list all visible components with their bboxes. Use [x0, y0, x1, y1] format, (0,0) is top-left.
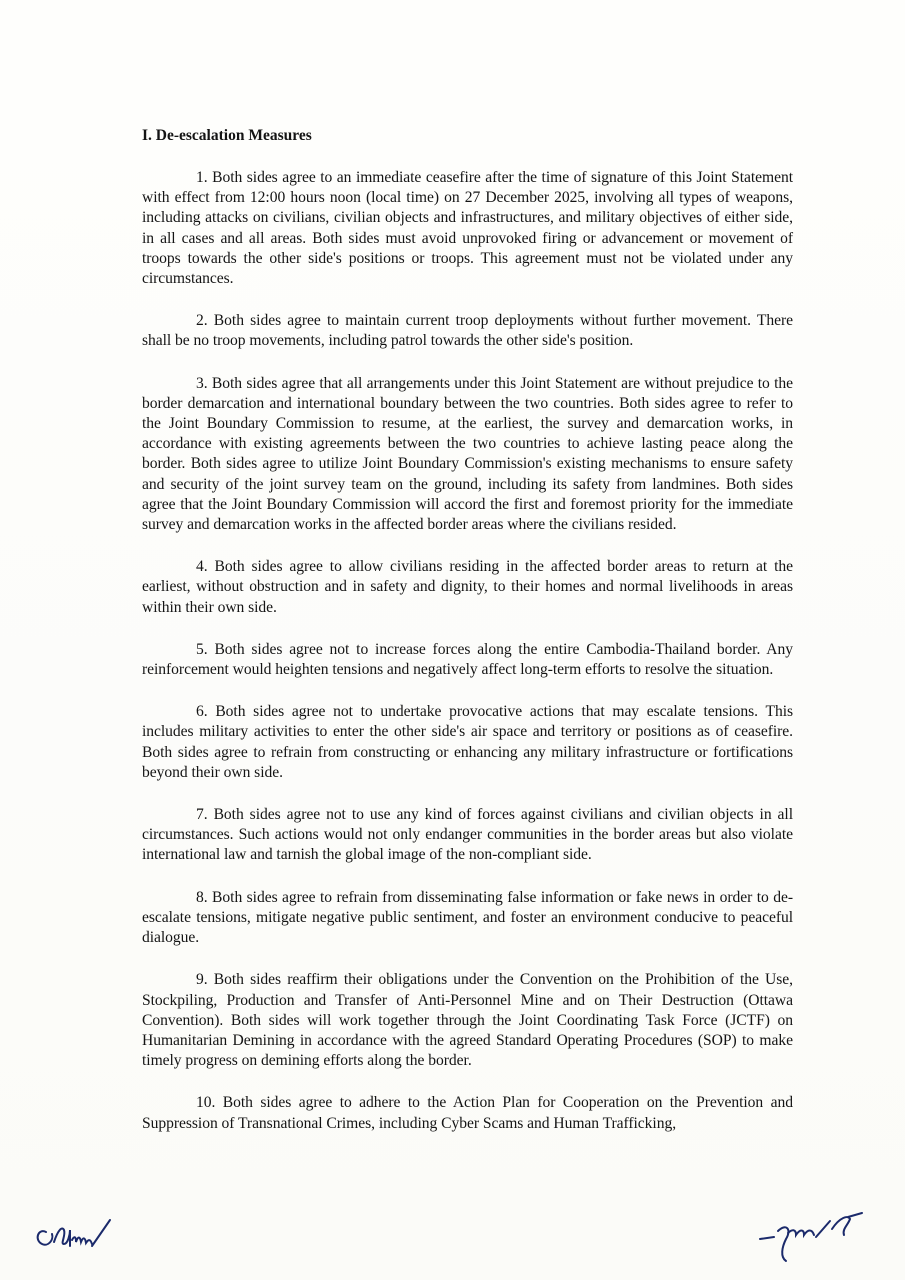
paragraph-9: 9. Both sides reaffirm their obligations under the Convention on the Prohibition of the Use, Stockpiling, Production and Transfer of Anti-Personnel Mine and on Their Destruction (Ottawa Convention). Both sides will work together through the Joint Coordinating Task Force (JCTF) on Humanitarian Demining in accordance with the agreed Standard Operating Procedures (SOP) to make timely progress on demining efforts along the border.: [142, 971, 793, 1070]
paragraph-10: 10. Both sides agree to adhere to the Action Plan for Cooperation on the Prevention and Suppression of Transnational Crimes, including Cyber Scams and Human Trafficking,: [142, 1094, 793, 1132]
paragraph-6: 6. Both sides agree not to undertake provocative actions that may escalate tensions. This includes military activities to enter the other side's air space and territory or positions as of ceasefire. Both sides agree to refrain from constructing or enhancing any military infrastructure or fortifications beyond their own side.: [142, 703, 793, 781]
section-title: I. De-escalation Measures: [142, 127, 312, 144]
paragraph-3: 3. Both sides agree that all arrangements under this Joint Statement are without prejudice to the border demarcation and international boundary between the two countries. Both sides agree to refer to the Joint Boundary Commission to resume, at the earliest, the survey and demarcation works, in accordance with existing agreements between the two countries to achieve lasting peace along the border. Both sides agree to utilize Joint Boundary Commission's existing mechanisms to ensure safety and security of the joint survey team on the ground, including its safety from landmines. Both sides agree that the Joint Boundary Commission will accord the first and foremost priority for the immediate survey and demarcation works in the affected border areas where the civilians resided.: [142, 374, 793, 534]
left-signature: [24, 1200, 124, 1260]
paragraph-5: 5. Both sides agree not to increase forces along the entire Cambodia-Thailand border. Any reinforcement would heighten tensions and negatively affect long-term efforts to resolve the situation.: [142, 640, 793, 679]
paragraph-1: 1. Both sides agree to an immediate ceasefire after the time of signature of this Joint Statement with effect from 12:00 hours noon (local time) on 27 December 2025, involving all types of weapons, including attacks on civilians, civilian objects and infrastructures, and military objectives of either side, in all cases and all areas. Both sides must avoid unprovoked firing or advancement or movement of troops towards the other side's positions or troops. This agreement must not be violated under any circumstances.: [142, 169, 793, 288]
paragraph-7: 7. Both sides agree not to use any kind of forces against civilians and civilian objects in all circumstances. Such actions would not only endanger communities in the border areas but also violate international law and tarnish the global image of the non-compliant side.: [142, 806, 793, 864]
right-signature: [752, 1195, 872, 1265]
paragraph-8: 8. Both sides agree to refrain from disseminating false information or fake news in order to de-escalate tensions, mitigate negative public sentiment, and foster an environment conducive to peaceful dialogue.: [142, 888, 793, 947]
paragraph-4: 4. Both sides agree to allow civilians residing in the affected border areas to return at the earliest, without obstruction and in safety and dignity, to their homes and normal livelihoods in areas within their own side.: [142, 558, 793, 616]
document-body: [142, 126, 793, 1134]
paragraph-2: 2. Both sides agree to maintain current troop deployments without further movement. There shall be no troop movements, including patrol towards the other side's position.: [142, 312, 793, 350]
